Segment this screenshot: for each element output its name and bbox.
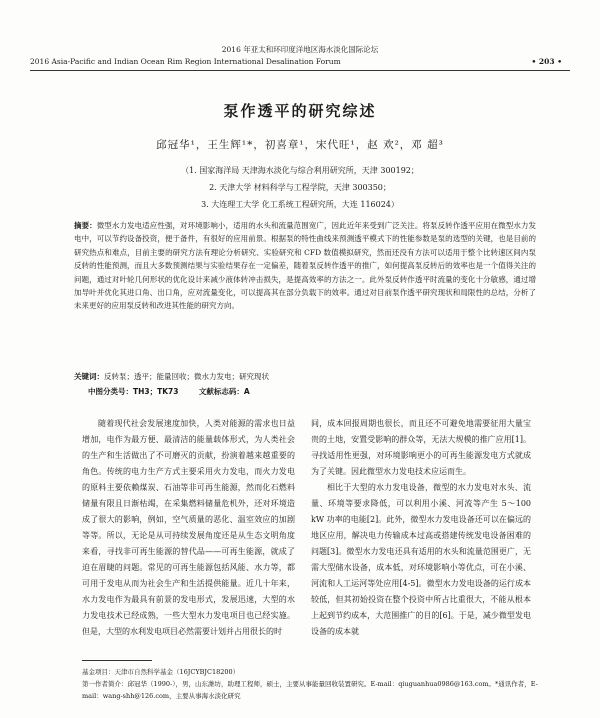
footnote-author: 第一作者简介：邱冠华（1990-），男，山东潍坊，助理工程师，硕士，主要从事能量回收装置研究。E-mail：qiuguanhua0986@163.com。*通讯作者，E-mail：wang-shh@126.com，主要从事海水淡化研究 bbox=[82, 680, 538, 700]
running-header-english: 2016 Asia-Pacific and Indian Ocean Rim Region International Desalination Forum bbox=[30, 57, 341, 66]
classification bbox=[88, 386, 268, 397]
running-header-chinese: 2016 年亚太和环印度洋地区海水淡化国际论坛 bbox=[221, 45, 379, 54]
document-code: 文献标志码：A bbox=[198, 387, 250, 396]
affiliation-1: （1. 国家海洋局 天津海水淡化与综合利用研究所，天津 300192； bbox=[181, 166, 419, 175]
affiliations bbox=[0, 162, 600, 213]
body-paragraph: 相比于大型的水力发电设备，微型的水力发电对水头、流量、环境等要求降低，可以利用小溪、河流等产生 5～100 kW 功率的电能[2]。此外，微型水力发电设备还可以在偏远的地区应用，解决电力传输成本过高或搭建传统发电设备困难的问题[3]。微型水力发电还具有适用的水头和流量范围更广，无需大型储水设备，成本低，对环境影响小等优点，可在小溪、河流和人工运河等处应用[4-5]。微型水力发电设备的运行成本较低，但其初始投资在整个投资中所占比重很大，不能从根本上起到节约成本，大范围推广的目的[6]。于是，减少微型发电设备的成本就 bbox=[311, 483, 531, 636]
header-rule bbox=[30, 70, 570, 71]
footnote-funding: 基金项目：天津市自然科学基金（16JCYBJC18200） bbox=[82, 668, 240, 676]
footnote-rule bbox=[82, 660, 152, 661]
paper-title: 泵作透平的研究综述 bbox=[223, 102, 377, 120]
body-column-left bbox=[82, 416, 295, 640]
body-paragraph: 随着现代社会发展速度加快，人类对能源的需求也日益增加，电作为最方便、最清洁的能量载体形式，为人类社会的生产和生活做出了不可磨灭的贡献，扮演着越来越重要的角色。传统的电力生产方式主要采用火力发电，而火力发电的原料主要依赖煤炭、石油等非可再生能源，然而化石燃料储量有限且日渐枯竭，在采集燃料储量危机外，还对环境造成了很大的影响，例如，空气质量的恶化、温室效应的加剧等等。所以，无论是从可持续发展角度还是从生态文明角度来看，寻找非可再生能源的替代品——可再生能源，就成了迫在眉睫的问题。常见的可再生能源包括风能、水力等，都可用于发电从而为社会生产和生活提供能量。近几十年来，水力发电作为最具有前景的发电形式，发展迅速，大型的水力发电技术已经成熟，一些大型水力发电项目也已经实施。但是，大型的水利发电项目必然需要计划并占用很长的时 bbox=[82, 419, 295, 636]
abstract bbox=[74, 219, 536, 313]
affiliation-3: 3. 大连理工大学 化工系统工程研究所，大连 116024） bbox=[201, 200, 399, 209]
keywords-text: 反转泵；透平；能量回收；微水力发电；研究现状 bbox=[104, 372, 269, 381]
body-paragraph: 间，成本回报周期也很长，而且还不可避免地需要征用大量宝贵的土地，安置受影响的群众等，无法大规模的推广应用[1]。寻找适用性更强，对环境影响更小的可再生能源发电方式就成为了关键。因此微型水力发电技术应运而生。 bbox=[311, 419, 531, 476]
abstract-text: 微型水力发电适应性强，对环境影响小，适用的水头和流量范围宽广，因此近年来受到广泛关注。将泵反转作透平应用在微型水力发电中，可以节约设备投资，便于备件，有很好的应用前景。根据泵的特性曲线来预测透平模式下的性能参数是泵的选型的关键，也是目前的研究热点和难点，目前主要的研究方法有理论分析研究、实验研究和 CFD 数值模拟研究，然而还没有方法可以适用于整个比转速区间内泵反转的性能预测，而且大多数预测结果与实验结果存在一定偏差，随着泵反转作透平的推广，如何提高泵反转后的效率也是一个值得关注的问题，通过对叶轮几何形状的优化设计来减少液体转冲击损失，是提高效率的方法之一。此外泵反转作透平时流量的变化十分敏感，通过增加导叶并优化其进口角、出口角，应对流量变化，可以提高其在部分负载下的效率。通过对目前泵作透平研究现状和局限性的总结，分析了未来更好的应用泵反转和改进其性能的研究方向。 bbox=[74, 221, 537, 311]
body-column-right bbox=[311, 416, 531, 640]
author-list: 邱冠华¹，王生辉¹*，初喜章¹，宋代旺¹，赵 欢²，邓 超³ bbox=[156, 139, 444, 151]
keywords bbox=[74, 371, 536, 382]
affiliation-2: 2. 天津大学 材料科学与工程学院，天津 300350； bbox=[209, 183, 391, 192]
footnotes bbox=[82, 666, 542, 702]
keywords-label: 关键词： bbox=[74, 372, 104, 381]
page-number: • 203 • bbox=[531, 57, 562, 66]
abstract-label: 摘要： bbox=[74, 221, 97, 230]
clc-number: 中图分类号：TH3；TK73 bbox=[88, 387, 179, 396]
